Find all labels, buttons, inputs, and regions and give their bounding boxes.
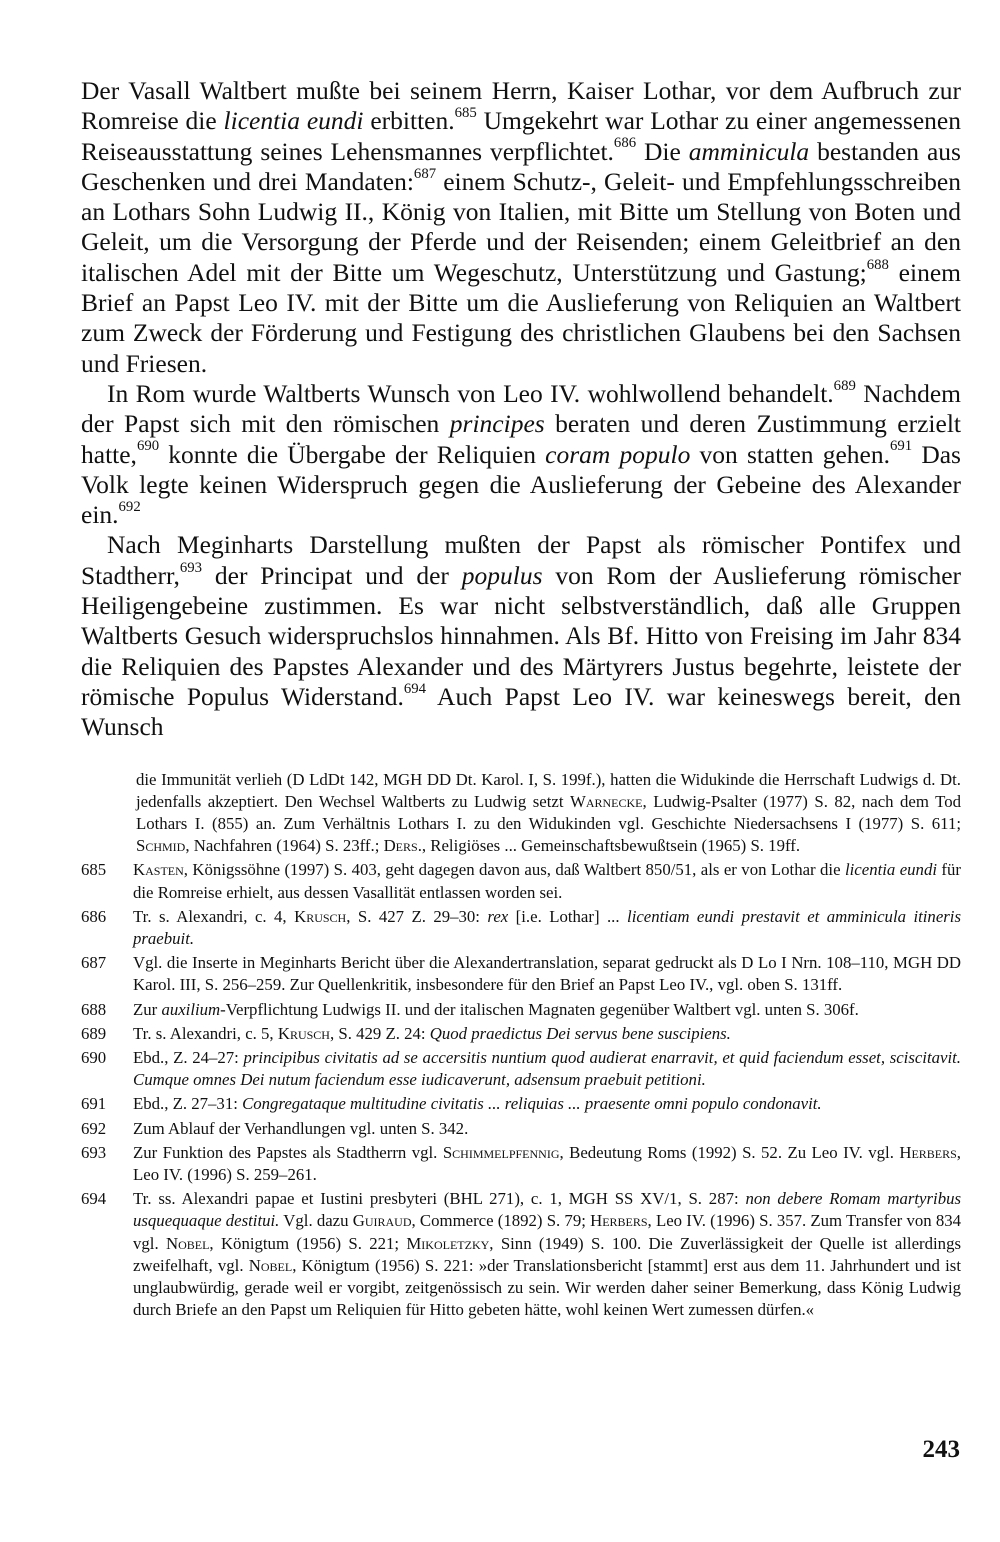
text-run: , Religiöses ... Gemeinschaftsbewußtsein (1965) S. 19ff. [421,836,801,856]
text-run: Ebd., Z. 27–31: [133,1094,243,1114]
footnote-ref: 688 [866,256,889,273]
text-run: In Rom wurde Waltberts Wunsch von Leo IV. wohlwollend behandelt. [107,378,834,408]
text-run: Zur [133,999,162,1019]
text-run: , Königtum (1956) S. 221; [209,1233,407,1253]
book-page [81,76,961,1323]
italic-text: licentia eundi [223,106,364,136]
footnote-ref: 691 [889,438,913,455]
text-run: Der Vasall Waltbert mußte bei seinem Herrn, Kaiser Lothar, vor dem Aufbruch zur Romreise die [81,76,961,136]
italic-text: principibus civitatis ad se accersitis nuntium quod audierat enarravit, et quid faciendum esset, sciscitavit. Cumque omnes Dei nutum faciendum esse iudicaverunt, adsensum praebuit petitioni. [133,1047,961,1090]
footnote-text [133,1023,961,1045]
text-run: bestanden aus Geschenken und drei Mandaten: [81,136,961,196]
text-run: Tr. s. Alexandri, c. 5, [133,1023,278,1043]
text-run: einem Schutz-, Geleit- und Empfehlungsschreiben an Lothars Sohn Ludwig II., König von Italien, mit Bitte um Stellung von Boten und Geleit, um die Versorgung der Pferde und der Reisenden; einem Geleitbrief an den italischen Adel mit der Bitte um Wegeschutz, Unterstützung und Gastung; [81,166,961,287]
text-run: , Ludwig-Psalter (1977) S. 82, nach dem Tod Lothars I. (855) an. Zum Verhältnis Lothars I. zu den Widukinden vgl. Geschichte Niedersachsens I (1977) S. 611; [136,791,961,833]
footnote [81,1142,961,1186]
author-name: Herbers [899,1142,957,1162]
italic-text: licentiam eundi prestavit et amminicula itineris praebuit. [133,906,961,948]
footnote-ref: 690 [136,438,160,455]
text-run: der Principat und der [202,560,462,590]
text-run: , Sinn (1949) S. 100. Die Zuverlässigkeit der Quelle ist allerdings zweifelhaft, vgl. [133,1233,961,1275]
author-name: Krusch [294,906,347,926]
footnote-number: 690 [81,1047,107,1067]
footnote-text [133,1047,961,1091]
footnote [81,906,961,950]
text-run: , Leo IV. (1996) S. 357. Zum Transfer von 834 vgl. [133,1211,962,1253]
text-run: von statten gehen. [690,439,890,469]
text-run: Ebd., Z. 24–27: [133,1047,244,1067]
italic-text: coram populo [545,439,691,469]
footnote-text [133,1093,961,1115]
text-run: für die Romreise erhielt, aus dessen Vasallität entlassen worden sei. [133,860,961,902]
text-run: Nachdem der Papst sich mit den römischen [81,378,961,439]
footnote-ref: 692 [118,499,141,515]
text-run: Nach Meginharts Darstellung mußten der Papst als römischer Pontifex und Stadtherr, [81,530,961,590]
italic-text: principes [449,409,545,439]
text-run: Umgekehrt war Lothar zu einer angemessenen Reiseausstattung seines Lehensmannes verpflichtet. [81,106,961,166]
text-run: Auch Papst Leo IV. war keineswegs bereit, den Wunsch [81,681,961,742]
footnote-number: 693 [81,1142,107,1162]
author-name: Schmid [136,836,186,856]
text-run: Vgl. die Inserte in Meginharts Bericht über die Alexandertranslation, separat gedruckt als D Lo I Nrn. 108–110, MGH DD Karol. III, S. 256–259. Zur Quellenkritik, insbesondere für den Brief an Papst Leo IV., vgl. oben S. 131ff. [133,953,961,995]
text-run: beraten und deren Zustimmung erzielt hatte, [81,409,961,469]
body-paragraph [81,530,961,742]
footnote-number: 689 [81,1023,107,1043]
text-run: Das Volk legte keinen Widerspruch gegen die Auslieferung der Gebeine des Alexander ein. [81,439,961,530]
body-paragraph [81,379,961,530]
italic-text: amminicula [688,136,810,166]
footnote-number: 685 [81,860,107,880]
footnote-text [133,906,961,950]
author-name: Schimmelpfennig [442,1142,560,1162]
italic-text: Congregataque multitudine civitatis ... reliquias ... praesente omni populo condonavit. [242,1094,822,1114]
footnote [81,999,961,1021]
italic-text: non debere Romam martyribus usquequaque destitui. [133,1189,962,1231]
text-run: erbitten. [363,106,455,136]
footnote-text [133,859,961,903]
text-run: Zur Funktion des Papstes als Stadtherrn vgl. [133,1142,443,1162]
author-name: Nobel [248,1255,293,1275]
text-run: , Bedeutung Roms (1992) S. 52. Zu Leo IV. vgl. [559,1142,900,1162]
text-run: , Leo IV. (1996) S. 259–261. [133,1142,961,1184]
footnote-number: 692 [81,1118,107,1138]
text-run: , S. 429 Z. 24: [329,1023,430,1043]
footnote-ref: 693 [179,559,202,576]
footnote [81,1188,961,1321]
text-run: Die [636,136,689,166]
author-name: Kasten [133,860,184,880]
author-name: Herbers [590,1211,648,1231]
italic-text: auxilium [161,999,221,1019]
footnote-ref: 685 [454,105,477,122]
text-run: , Nachfahren (1964) S. 23ff.; [185,836,384,856]
author-name: Warnecke [569,791,643,811]
italic-text: licentia eundi [844,860,937,880]
footnote-number: 688 [81,999,107,1019]
footnote-text [133,1142,961,1186]
text-run: , Commerce (1892) S. 79; [411,1211,591,1231]
footnote-text [133,952,961,996]
text-run: Tr. ss. Alexandri papae et Iustini presbyteri (BHL 271), c. 1, MGH SS XV/1, S. 287: [133,1189,746,1209]
text-run: von Rom der Auslieferung römischer Heiligengebeine zustimmen. Es war nicht selbstverständlich, daß alle Gruppen Waltberts Gesuch widerspruchslos hinnahmen. Als Bf. Hitto von Freising im Jahr 834 die Reliquien des Papstes Alexander und des Märtyrers Justus begehrte, leistete der römische Populus Widerstand. [81,560,962,711]
italic-text: rex [487,906,509,926]
footnote-text [133,999,961,1021]
footnote-ref: 687 [413,165,437,182]
italic-text: Quod praedictus Dei servus bene suscipiens. [429,1023,731,1043]
main-text [81,76,961,743]
text-run: einem Brief an Papst Leo IV. mit der Bitte um die Auslieferung von Reliquien an Waltbert zum Zweck der Förderung und Festigung des christlichen Glaubens bei den Sachsen und Friesen. [81,257,961,378]
footnote [81,1118,961,1140]
author-name: Nobel [165,1233,210,1253]
footnote [81,1093,961,1115]
footnote-text [133,1188,961,1321]
footnote [81,1023,961,1045]
text-run: Zum Ablauf der Verhandlungen vgl. unten S. 342. [133,1118,469,1138]
footnote-number: 686 [81,906,107,926]
text-run: , S. 427 Z. 29–30: [346,906,488,926]
footnote-ref: 686 [613,135,637,152]
body-paragraph [81,76,961,379]
footnote-ref: 694 [403,680,427,697]
footnotes [81,769,961,1322]
text-run: [i.e. Lothar] ... [508,906,628,926]
author-name: Krusch [277,1023,330,1043]
footnote-number: 694 [81,1189,107,1209]
text-run: Vgl. dazu [279,1211,353,1231]
text-run: , Königtum (1956) S. 221: »der Translationsbericht [stammt] erst aus dem 11. Jahrhundert und ist unglaubwürdig, gerade weil er vorgibt, zeitgenössisch zu sein. Wir werden daher seiner Bemerkung, dass König Ludwig durch Briefe an den Papst um Reliquien für Hitto gebeten hätte, wohl keinen Wert zumessen dürfen.« [133,1255,961,1320]
author-name: Mikoletzky [406,1233,490,1253]
footnote [81,952,961,996]
author-name: Ders. [383,836,422,856]
footnote [81,1047,961,1091]
footnote-text [133,1118,961,1140]
footnote-ref: 689 [833,377,856,394]
text-run: , Königssöhne (1997) S. 403, geht dagegen davon aus, daß Waltbert 850/51, als er von Lothar die [183,860,845,880]
footnote-number: 691 [81,1094,107,1114]
footnote-number: 687 [81,953,107,973]
footnote-continuation [136,769,961,858]
text-run: -Verpflichtung Ludwigs II. und der italischen Magnaten gegenüber Waltbert vgl. unten S. 306f. [220,999,859,1019]
italic-text: populus [461,560,543,590]
text-run: die Immunität verlieh (D LdDt 142, MGH DD Dt. Karol. I, S. 199f.), hatten die Widukinde die Herrschaft Ludwigs d. Dt. jedenfalls akzeptiert. Den Wechsel Waltberts zu Ludwig setzt [136,769,961,811]
footnote [81,859,961,903]
text-run: Tr. s. Alexandri, c. 4, [133,906,295,926]
page-number: 243 [922,1436,960,1463]
text-run: konnte die Übergabe der Reliquien [159,439,546,469]
author-name: Guiraud [352,1211,412,1231]
